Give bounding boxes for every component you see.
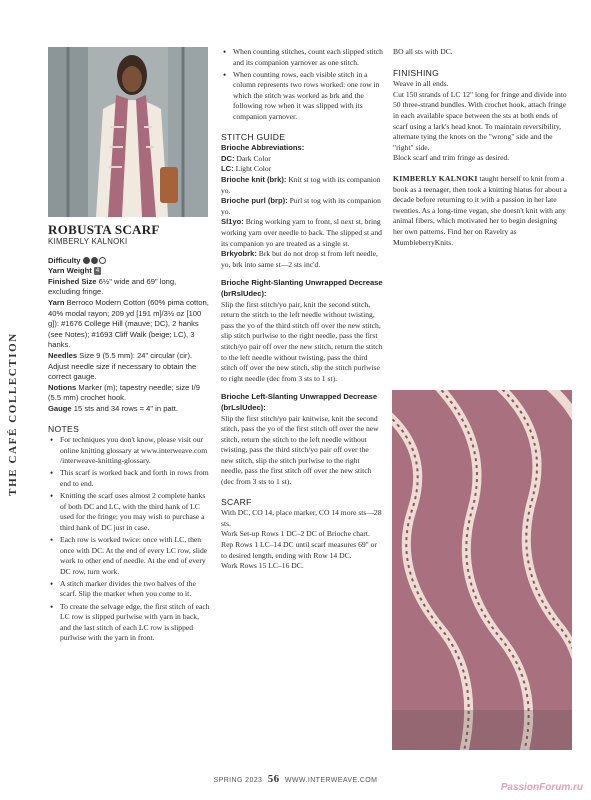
notes-item: • This scarf is worked back and forth in rows from end to end. xyxy=(48,468,210,489)
finishing-paragraph: Block scarf and trim fringe as desired. xyxy=(393,153,510,163)
needles-label: Needles xyxy=(48,350,78,360)
abbrev-text: Bring working yarn to front, sl next st, bring working yarn over needle to back. The slipped st and its companion yo are treated as a single st. xyxy=(221,217,382,248)
notes-item: • When counting rows, each visible stitch in a column represents two rows worked: one row in which the stitch was worked as brk and the following row when it was slipped with its companion yarnover. xyxy=(221,70,383,123)
scarf-closeup-photo xyxy=(392,390,572,750)
notes-item: • When counting stitches, count each slipped stitch and its companion yarnover as one stitch. xyxy=(221,47,383,68)
abbrev-text: Knit st tog with its companion yo. xyxy=(221,175,381,195)
brioche-closeup-illustration xyxy=(392,390,572,750)
right-decrease-heading: Brioche Right-Slanting Unwrapped Decrease (brRslUdec): xyxy=(221,278,383,298)
gauge-text: 15 sts and 34 rows = 4" in patt. xyxy=(73,403,178,413)
gauge-label: Gauge xyxy=(48,403,72,413)
abbrev-text: Light Color xyxy=(235,164,272,174)
finishing-paragraph: Cut 150 strands of LC 12" long for fringe and divide into 50 three-strand bundles. With crochet hook, attach fringe in each available space between the sts at both ends of scarf using a lark's head knot. To maintain reversibility, alternate tying the knots on the "wrong" side and the "right" side. xyxy=(393,89,567,152)
side-label-text: THE CAFÉ COLLECTION xyxy=(7,332,19,496)
notes-item: • For techniques you don't know, please visit our online knitting glossary at www.interweave.com /interweave-knitting-glossary. xyxy=(48,435,210,467)
abbrev-text: Dark Color xyxy=(236,153,271,163)
notes-item: • Each row is worked twice: once with LC, then once with DC. At the end of every LC row, slide work to other end of needle. At the end of every DC row, turn work. xyxy=(48,535,210,577)
yarn-label: Yarn xyxy=(48,297,65,307)
page-number: 56 xyxy=(267,773,280,785)
watermark: PassionForum.ru xyxy=(500,782,583,793)
brioche-abbrev-heading: Brioche Abbreviations: xyxy=(221,143,305,153)
scarf-paragraph: Work Rows 15 LC–16 DC. xyxy=(221,561,304,571)
left-decrease-heading: Brioche Left-Slanting Unwrapped Decrease (brLslUdec): xyxy=(221,392,378,412)
left-column xyxy=(48,222,210,645)
abbrev-term: Brkyobrk: xyxy=(221,249,257,259)
footer-issue: SPRING 2023 xyxy=(213,777,263,784)
difficulty-label: Difficulty xyxy=(48,255,81,265)
middle-column xyxy=(221,47,383,572)
finished-size-label: Finished Size xyxy=(48,276,97,286)
notes-item: • To create the selvage edge, the first stitch of each LC row is slipped purlwise with yarn in back, and the last stitch of each LC row is slipped purlwise with the yarn in front. xyxy=(48,602,210,644)
bio-name: KIMBERLY KALNOKI xyxy=(393,173,478,183)
yarn-text: Berroco Modern Cotton (60% pima cotton, 40% modal rayon; 209 yd [191 m]/3½ oz [100 g]): #1676 College Hill (mauve; DC), 2 hanks (see Notes); #1693 Cliff Walk (beige; LC), 3 hanks. xyxy=(48,297,209,350)
needles-text: Size 9 (5.5 mm): 24" circular (cir). Adjust needle size if necessary to obtain the correct gauge. xyxy=(48,350,197,382)
scarf-paragraph: Rep Rows 1 LC–14 DC until scarf measures 69" or to desired length, ending with Row 14 DC. xyxy=(221,540,378,560)
notions-text: Marker (m); tapestry needle; size I/9 (5.5 mm) crochet hook. xyxy=(48,382,200,403)
notes-list-continued xyxy=(221,47,383,123)
abbrev-term: Brioche knit (brk): xyxy=(221,175,287,185)
notes-item: • A stitch marker divides the two halves of the scarf. Slip the marker when you come to it. xyxy=(48,579,210,600)
section-side-label xyxy=(6,330,20,500)
model-photo xyxy=(48,47,208,217)
abbrev-text: Purl st tog with its companion yo. xyxy=(221,196,381,216)
scarf-paragraph: With DC, CO 14, place marker, CO 14 more sts—28 sts. xyxy=(221,508,382,528)
right-column xyxy=(393,47,568,248)
model-photo-illustration xyxy=(48,47,208,217)
right-decrease-text: Slip the first stitch/yo pair, knit the second stitch, return the stitch to the left needle without twisting, pass the yo of the third stitch off over the new stitch, slip stitch purlwise to the right needle, pass the first stitch/yo pair off over the new stitch, return the stitch to the left needle without twisting, pass the third stitch off over the new stitch, slip the stitch purlwise to right needle (dec from 3 sts to 1 st). xyxy=(221,299,383,383)
notes-heading: NOTES xyxy=(48,423,80,434)
finished-size-text: 6½" wide and 69" long, excluding fringe. xyxy=(48,276,177,297)
notions-label: Notions xyxy=(48,382,77,392)
scarf-paragraph: Work Set-up Rows 1 DC–2 DC of Brioche chart. xyxy=(221,529,370,539)
yarn-weight-label: Yarn Weight xyxy=(48,266,92,276)
abbrev-term: LC: xyxy=(221,164,234,174)
left-decrease-text: Slip the first stitch/yo pair knitwise, knit the second stitch, pass the yo of the first stitch off over the new stitch, return the stitch to the left needle without twisting, pass the third stitch/yo pair off over the new stitch, slip the stitch purlwise to the right needle, pass the first stitch off over the new stitch (dec from 3 sts to 1 st). xyxy=(221,413,379,487)
notes-list xyxy=(48,435,210,644)
designer-bio xyxy=(393,174,568,248)
abbrev-term: Brioche purl (brp): xyxy=(221,196,288,206)
pattern-title: ROBUSTA SCARF xyxy=(48,222,160,237)
abbrev-text: Brk but do not drop st from left needle, yo, brk into same st—2 sts inc'd. xyxy=(221,249,378,269)
scarf-heading: SCARF xyxy=(221,496,252,507)
abbrev-term: Sl1yo: xyxy=(221,217,244,227)
stitch-guide-heading: STITCH GUIDE xyxy=(221,131,286,142)
scarf-paragraph: BO all sts with DC. xyxy=(393,47,453,56)
finishing-heading: FINISHING xyxy=(393,67,440,78)
bio-text: taught herself to knit from a book as a teenager, then took a knitting hiatus for about a decade before returning to it with a passion in her late twenties. As a long-time vegan, she doesn't knit with any animal fibers, which motivated her to begin designing her own patterns. Find her on Ravelry as MumbleberryKnits. xyxy=(393,173,567,247)
footer-site: WWW.INTERWEAVE.COM xyxy=(284,777,378,784)
notes-item: • Knitting the scarf uses almost 2 complete hanks of both DC and LC, with the third hank of LC used for the fringe; you may wish to purchase a third hank of DC just in case. xyxy=(48,491,210,533)
abbrev-term: DC: xyxy=(221,153,235,163)
pattern-designer: KIMBERLY KALNOKI xyxy=(48,237,128,246)
finishing-paragraph: Weave in all ends. xyxy=(393,79,449,89)
difficulty-rating-icon xyxy=(83,256,107,265)
yarn-weight-badge: 4 xyxy=(95,268,100,275)
